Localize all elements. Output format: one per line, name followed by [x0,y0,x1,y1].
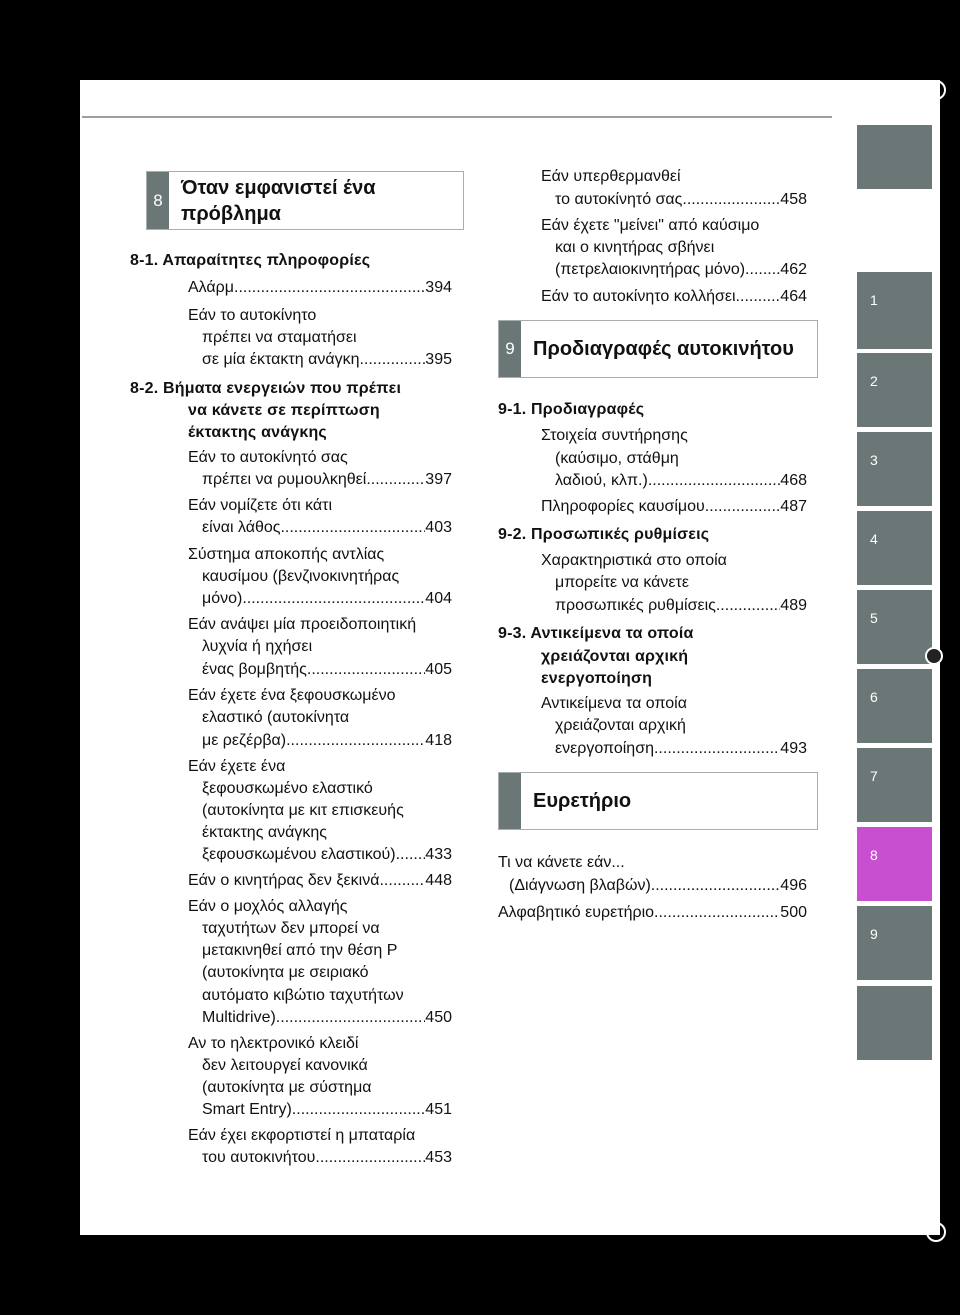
toc-entry-stop-l1[interactable]: Εάν το αυτοκίνητο [188,307,317,324]
heading-9-1[interactable]: 9-1. Προδιαγραφές [498,401,645,418]
toc-entry-alarm[interactable]: Αλάρμ ..... 394 [188,276,452,299]
toc-entry-shift-l2[interactable]: ταχυτήτων δεν μπορεί να [202,920,380,937]
toc-entry-shift-l4[interactable]: (αυτοκίνητα με σειριακό [202,964,369,981]
toc-entry-outoffuel-l2[interactable]: και ο κινητήρας σβήνει [555,239,715,256]
toc-entry-warn-l2[interactable]: λυχνία ή ηχήσει [202,638,313,655]
crop-mark-top [926,80,946,100]
index-header [498,772,818,830]
toc-entry-stop-l2[interactable]: πρέπει να σταματήσει [202,329,357,346]
toc-entry-init-l2[interactable]: χρειάζονται αρχική [555,717,686,734]
toc-entry-warn[interactable]: ένας βομβητής ..... 405 [202,658,452,681]
side-tab-top[interactable] [857,125,932,189]
section-9-title: Προδιαγραφές αυτοκινήτου [533,338,794,360]
heading-8-1[interactable]: 8-1. Απαραίτητες πληροφορίες [130,252,371,269]
toc-entry-stop[interactable]: σε μία έκτακτη ανάγκη ..... 395 [202,348,452,371]
toc-entry-whattodo[interactable]: (Διάγνωση βλαβών) ..... 496 [509,874,807,897]
toc-entry-outoffuel[interactable]: (πετρελαιοκινητήρας μόνο) ..... 462 [555,258,807,281]
side-tab-bottom[interactable] [857,986,932,1060]
side-tab-8[interactable]: 8 [857,827,932,901]
section-8-title: Όταν εμφανιστεί ένα πρόβλημα [181,176,376,225]
heading-8-2-l1[interactable]: 8-2. Βήματα ενεργειών που πρέπει [130,380,402,397]
toc-entry-fuelinfo[interactable]: Πληροφορίες καυσίμου ..... 487 [541,495,807,518]
side-tab-9[interactable]: 9 [857,906,932,980]
heading-9-2[interactable]: 9-2. Προσωπικές ρυθμίσεις [498,526,710,543]
side-tab-1[interactable]: 1 [857,272,932,349]
side-tab-2[interactable]: 2 [857,353,932,427]
heading-9-3-l1[interactable]: 9-3. Αντικείμενα τα οποία [498,625,694,642]
side-tab-3[interactable]: 3 [857,432,932,506]
toc-entry-alphabetical[interactable]: Αλφαβητικό ευρετήριο ..... 500 [498,901,807,924]
toc-entry-maint-l1[interactable]: Στοιχεία συντήρησης [541,427,688,444]
heading-8-2-l2[interactable]: να κάνετε σε περίπτωση [188,402,380,419]
toc-entry-init-l1[interactable]: Αντικείμενα τα οποία [541,695,687,712]
toc-entry-flat[interactable]: με ρεζέρβα) ..... 418 [202,729,452,752]
heading-8-2-l3[interactable]: έκτακτης ανάγκης [188,424,327,441]
index-tab [499,773,521,829]
section-9-tab: 9 [499,321,521,377]
toc-entry-shift-l3[interactable]: μετακινηθεί από την θέση P [202,942,398,959]
toc-entry-shift-l5[interactable]: αυτόματο κιβώτιο ταχυτήτων [202,987,404,1004]
section-8-tab: 8 [147,172,169,229]
toc-entry-maint[interactable]: λαδιού, κλπ.) ..... 468 [555,469,807,492]
toc-entry-pump-l1[interactable]: Σύστημα αποκοπής αντλίας [188,546,385,563]
crop-line-bottom [938,1180,940,1222]
toc-entry-shift[interactable]: Multidrive) ..... 450 [202,1006,452,1029]
toc-entry-overheat[interactable]: το αυτοκίνητό σας ..... 458 [555,188,807,211]
toc-entry-pump[interactable]: μόνο) ..... 404 [202,587,452,610]
toc-entry-custom[interactable]: προσωπικές ρυθμίσεις ..... 489 [555,594,807,617]
toc-entry-whattodo-l1[interactable]: Τι να κάνετε εάν... [498,854,625,871]
side-tab-7[interactable]: 7 [857,748,932,822]
toc-entry-stuck[interactable]: Εάν το αυτοκίνητο κολλήσει ..... 464 [541,285,807,308]
toc-entry-wrong[interactable]: είναι λάθος ..... 403 [202,516,452,539]
toc-entry-tow[interactable]: πρέπει να ρυμουλκηθεί ..... 397 [202,468,452,491]
toc-entry-tow-l1[interactable]: Εάν το αυτοκίνητό σας [188,449,348,466]
toc-entry-flat-l2[interactable]: ελαστικό (αυτοκίνητα [202,709,350,726]
crop-line-top [938,92,940,192]
index-title: Ευρετήριο [533,790,632,812]
toc-entry-outoffuel-l1[interactable]: Εάν έχετε "μείνει" από καύσιμο [541,217,760,234]
side-tab-5[interactable]: 5 [857,590,932,664]
toc-entry-key[interactable]: Smart Entry) ..... 451 [202,1098,452,1121]
toc-entry-key-l1[interactable]: Αν το ηλεκτρονικό κλειδί [188,1035,359,1052]
toc-entry-kit-l3[interactable]: (αυτοκίνητα με κιτ επισκευής [202,802,404,819]
top-rule [82,116,832,118]
toc-entry-pump-l2[interactable]: καυσίμου (βενζινοκινητήρας [202,568,400,585]
toc-entry-init[interactable]: ενεργοποίηση ..... 493 [555,737,807,760]
registration-mark-icon [925,647,943,665]
toc-entry-custom-l2[interactable]: μπορείτε να κάνετε [555,574,689,591]
toc-entry-kit-l4[interactable]: έκτακτης ανάγκης [202,824,327,841]
toc-entry-start[interactable]: Εάν ο κινητήρας δεν ξεκινά ..... 448 [188,869,452,892]
toc-entry-key-l3[interactable]: (αυτοκίνητα με σύστημα [202,1079,372,1096]
toc-entry-kit[interactable]: ξεφουσκωμένου ελαστικού) ..... 433 [202,843,452,866]
heading-9-3-l2[interactable]: χρειάζονται αρχική [541,648,689,665]
toc-entry-battery-l1[interactable]: Εάν έχει εκφορτιστεί η μπαταρία [188,1127,416,1144]
toc-entry-kit-l2[interactable]: ξεφουσκωμένο ελαστικό [202,780,373,797]
toc-entry-maint-l2[interactable]: (καύσιμο, στάθμη [555,450,679,467]
toc-entry-flat-l1[interactable]: Εάν έχετε ένα ξεφουσκωμένο [188,687,396,704]
section-8-header [146,171,464,230]
toc-entry-battery[interactable]: του αυτοκινήτου ..... 453 [202,1146,452,1169]
side-tab-6[interactable]: 6 [857,669,932,743]
toc-entry-kit-l1[interactable]: Εάν έχετε ένα [188,758,286,775]
side-tab-4[interactable]: 4 [857,511,932,585]
section-9-header [498,320,818,378]
toc-entry-overheat-l1[interactable]: Εάν υπερθερμανθεί [541,168,681,185]
toc-entry-shift-l1[interactable]: Εάν ο μοχλός αλλαγής [188,898,348,915]
toc-entry-key-l2[interactable]: δεν λειτουργεί κανονικά [202,1057,368,1074]
toc-entry-warn-l1[interactable]: Εάν ανάψει μία προειδοποιητική [188,616,417,633]
crop-mark-bottom [926,1222,946,1242]
toc-entry-wrong-l1[interactable]: Εάν νομίζετε ότι κάτι [188,497,333,514]
toc-entry-custom-l1[interactable]: Χαρακτηριστικά στο οποία [541,552,727,569]
heading-9-3-l3[interactable]: ενεργοποίηση [541,670,653,687]
